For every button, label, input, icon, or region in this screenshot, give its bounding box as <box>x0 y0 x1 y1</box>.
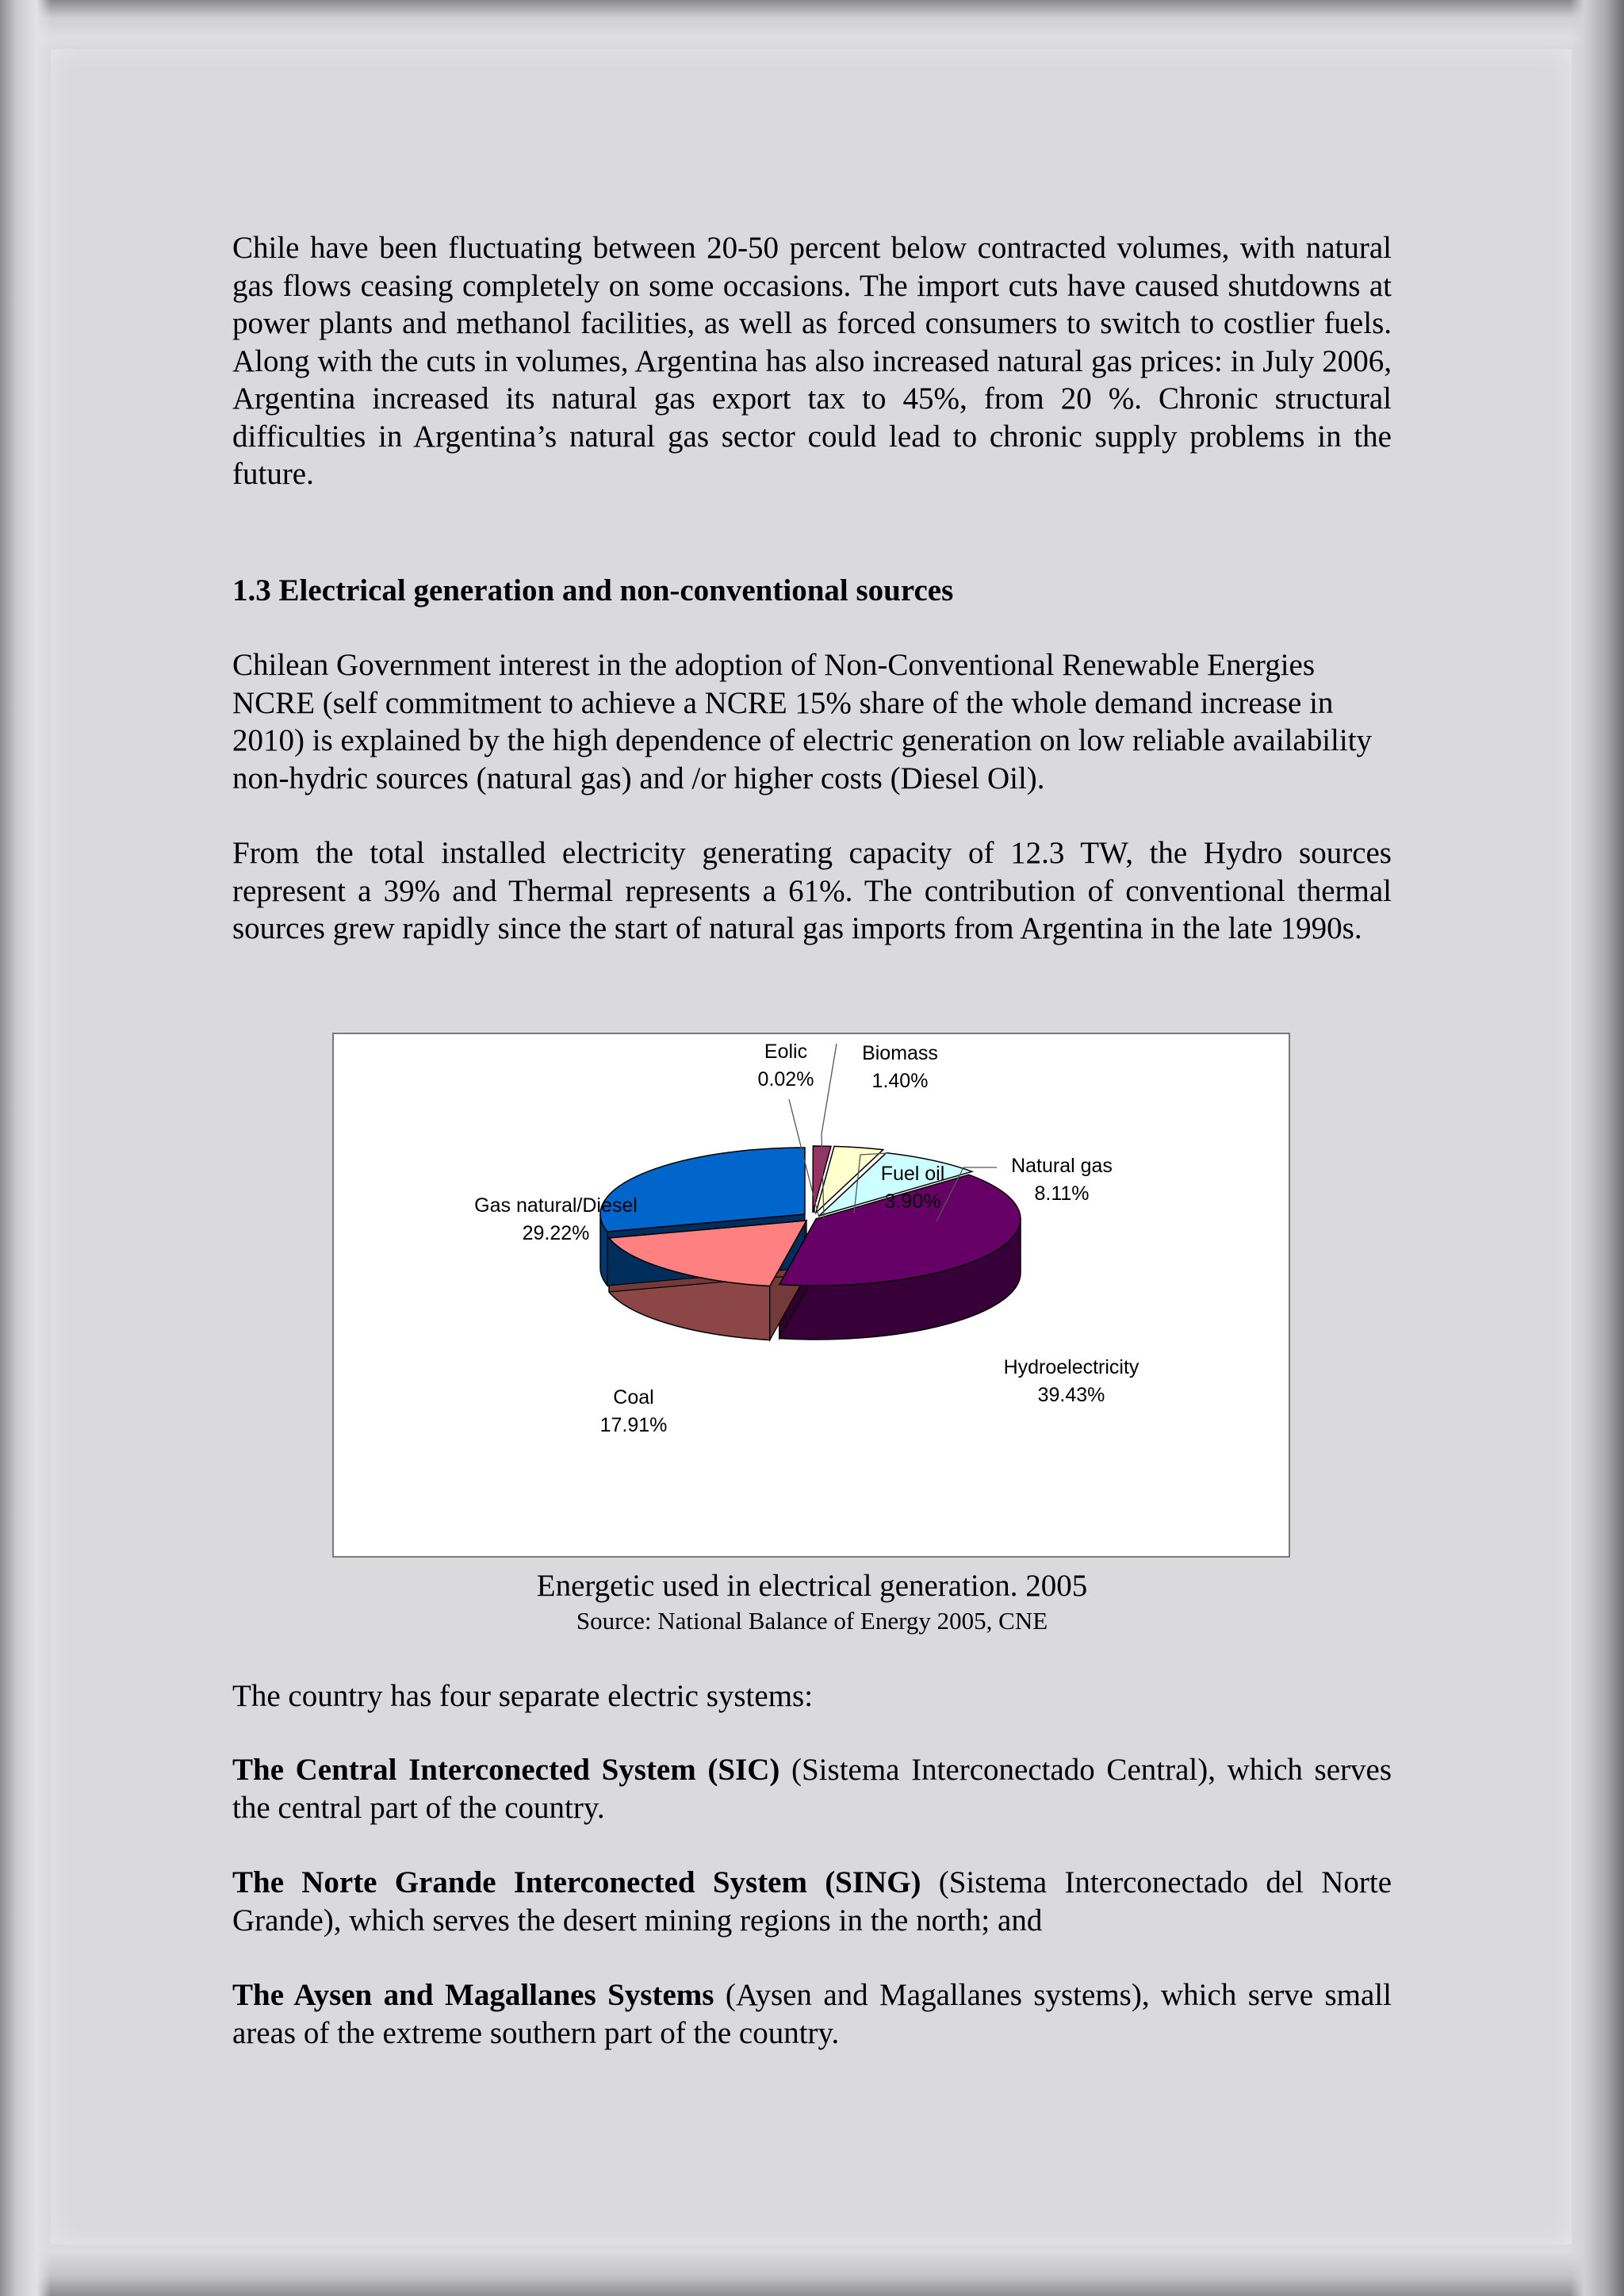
sing-paragraph <box>232 1864 1392 1939</box>
pie-value-biomass: 1.40% <box>871 1070 929 1092</box>
aysen-description: (Aysen and Magallanes systems), which serve small areas of the extreme southern part of the country. <box>232 1978 1392 2050</box>
pie-value-natural-gas: 8.11% <box>1034 1182 1090 1205</box>
figure-caption: Energetic used in electrical generation. 2005 <box>536 1569 1088 1603</box>
capacity-paragraph: From the total installed electricity generating capacity of 12.3 TW, the Hydro sources represent a 39% and Thermal represents a 61%. The contribution of conventional thermal sources grew rapidly since the start of natural gas imports from Argentina in the late 1990s. <box>232 836 1392 945</box>
pie-value-gas-natural-diesel: 29.22% <box>522 1222 590 1244</box>
pie-value-hydroelectricity: 39.43% <box>1037 1384 1105 1406</box>
pie-value-coal: 17.91% <box>599 1414 668 1436</box>
aysen-paragraph <box>232 1976 1392 2052</box>
pie-label-hydroelectricity: Hydroelectricity <box>1003 1356 1139 1378</box>
pie-label-fuel-oil: Fuel oil <box>880 1163 945 1185</box>
pie-label-coal: Coal <box>613 1386 654 1409</box>
ncre-paragraph: Chilean Government interest in the adoption of Non-Conventional Renewable Energies NCRE (self commitment to achieve a NCRE 15% share of the whole demand increase in 2010) is explained by the high dependence of electric generation on low reliable availability non-hydric sources (natural gas) and /or higher costs (Diesel Oil). <box>232 648 1373 795</box>
sic-description: (Sistema Interconectado Central), which serves the central part of the country. <box>232 1753 1392 1825</box>
sing-description: (Sistema Interconectado del Norte Grande), which serves the desert mining regions in the north; and <box>232 1865 1392 1938</box>
pie-value-eolic: 0.02% <box>757 1068 814 1091</box>
section-heading: 1.3 Electrical generation and non-conventional sources <box>232 573 954 608</box>
pie-label-gas-natural-diesel: Gas natural/Diesel <box>474 1194 638 1217</box>
sic-title: The Central Interconected System (SIC) <box>232 1753 780 1787</box>
pie-value-fuel-oil: 3.90% <box>884 1190 941 1213</box>
pie-chart <box>332 1033 1290 1558</box>
intro-paragraph: Chile have been fluctuating between 20-50 percent below contracted volumes, with natural gas flows ceasing completely on some occasions. The import cuts have caused shutdowns at power plants and methanol facilities, as well as forced consumers to switch to costlier fuels. Along with the cuts in volumes, Argentina has also increased natural gas prices: in July 2006, Argentina increased its natural gas export tax to 45%, from 20 %. Chronic structural difficulties in Argentina’s natural gas sector could lead to chronic supply problems in the future. <box>232 231 1392 491</box>
figure-source: Source: National Balance of Energy 2005, CNE <box>576 1607 1048 1635</box>
systems-intro: The country has four separate electric systems: <box>232 1679 814 1713</box>
pie-label-eolic: Eolic <box>764 1041 808 1063</box>
pie-label-biomass: Biomass <box>862 1042 938 1064</box>
aysen-title: The Aysen and Magallanes Systems <box>232 1978 714 2012</box>
sing-title: The Norte Grande Interconected System (SING) <box>232 1865 921 1899</box>
sic-paragraph <box>232 1751 1392 1826</box>
pie-label-natural-gas: Natural gas <box>1011 1155 1113 1177</box>
pie-tops <box>600 1146 1021 1286</box>
pie-chart-svg <box>334 1034 1289 1556</box>
